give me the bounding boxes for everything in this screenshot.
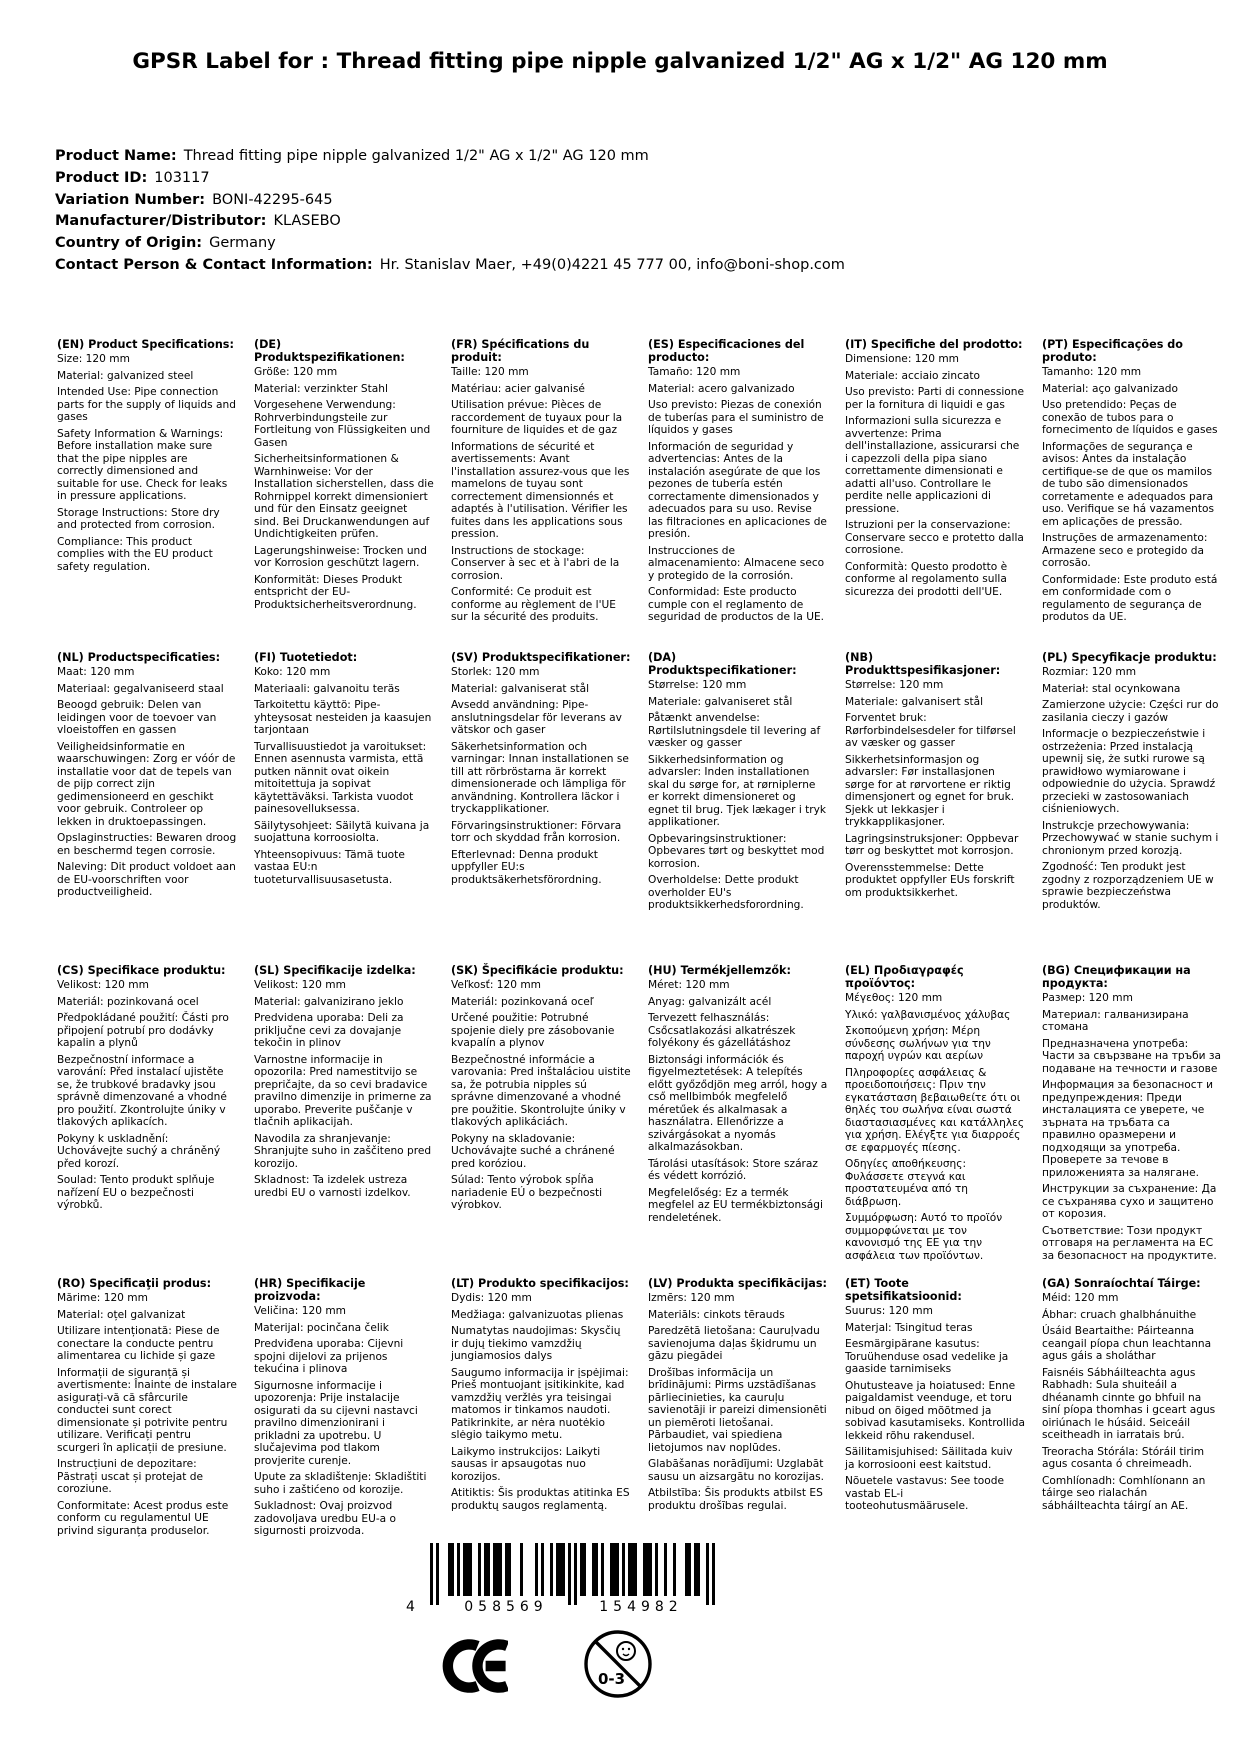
spec-block-el <box>845 964 1042 1277</box>
spec-paragraph: Tamanho: 120 mm <box>1042 366 1142 378</box>
spec-paragraph: Bezpečnostné informácie a varovania: Pred inštaláciou uistite sa, že potrubia nipples sú správne dimenzované a vhodné pre použitie. Skontrolujte úniky v tlakových aplikáciách. <box>451 1053 631 1128</box>
spec-paragraph: Eesmärgipärane kasutus: Toruühenduse osad vedelike ja gaaside tarnimiseks <box>845 1338 1009 1375</box>
spec-block-header: (PL) Specyfikacje produktu: <box>1042 651 1217 664</box>
field-label: Product Name: <box>55 148 177 164</box>
spec-paragraph: Drošības informācija un brīdinājumi: Pirms uzstādīšanas pārliecinieties, ka cauruļu savienotāji ir pareizi dimensionēti un piemēroti lietošanai. Pārbaudiet, vai spiediena lietojumos nav noplūdes. <box>648 1366 827 1454</box>
spec-block-nl <box>57 651 254 964</box>
spec-paragraph: Comhlíonadh: Comhlíonann an táirge seo rialachán sábháilteachta táirgí an AE. <box>1042 1474 1206 1512</box>
spec-paragraph: Materiał: stal ocynkowana <box>1042 682 1181 695</box>
field-value: Germany <box>209 235 276 252</box>
spec-paragraph: Naleving: Dit product voldoet aan de EU-voorschriften voor productveiligheid. <box>57 861 236 898</box>
spec-block-header: (ES) Especificaciones del producto: <box>648 338 805 364</box>
spec-paragraph: Материал: галванизирана стомана <box>1042 1008 1189 1033</box>
spec-paragraph: Sikkerhetsinformasjon og advarsler: Før installasjonen sørge for at rørvortene er riktig dimensjonert og egnet for bruk. Sjekk ut lekkasjer i trykkapplikasjoner. <box>845 753 1015 828</box>
spec-block-header: (NB) Produkttspesifikasjoner: <box>845 651 1001 677</box>
spec-paragraph: Съответствие: Този продукт отговаря на регламента на ЕС за безопасност на продуктите. <box>1042 1224 1217 1262</box>
spec-block-fr <box>451 338 648 651</box>
field-value: BONI-42295-645 <box>212 191 333 208</box>
spec-paragraph: Uso previsto: Parti di connessione per la fornitura di liquidi e gas <box>845 386 1024 411</box>
spec-paragraph: Säilitamisjuhised: Säilitada kuiv ja korrosiooni eest kaitstud. <box>845 1446 1013 1471</box>
spec-block-cs <box>57 964 254 1277</box>
spec-block-header: (SV) Produktspecifikationer: <box>451 651 631 664</box>
spec-paragraph: Ábhar: cruach ghalbhánuithe <box>1042 1308 1197 1321</box>
age-warning-text: 0-3 <box>598 1670 626 1688</box>
spec-paragraph: Materiale: acciaio zincato <box>845 369 981 382</box>
barcode-digit-first: 4 <box>406 1599 415 1615</box>
spec-paragraph: Sikkerhedsinformation og advarsler: Inden installationen skal du sørge for, at rørniplerne er korrekt dimensioneret og egnet til brug. Tjek lækager i tryk applikationer. <box>648 753 827 828</box>
product-info-row <box>55 233 845 255</box>
spec-paragraph: Turvallisuustiedot ja varoitukset: Ennen asennusta varmista, että putken nännit ovat oikein mitoitettuja ja sopivat käytettäväksi. Tarkista vuodot painesovelluksessa. <box>254 740 427 815</box>
field-label: Country of Origin: <box>55 235 203 252</box>
spec-block-header: (HU) Termékjellemzők: <box>648 964 791 977</box>
field-label: Product ID: <box>55 169 148 186</box>
spec-paragraph: Úsáid Beartaithe: Páirteanna ceangail píopa chun leachtanna agus gáis a sholáthar <box>1042 1325 1212 1362</box>
spec-paragraph: Tárolási utasítások: Store száraz és védett korrózió. <box>648 1157 818 1182</box>
spec-paragraph: Conformidad: Este producto cumple con el reglamento de seguridad de productos de la UE. <box>648 586 825 623</box>
spec-paragraph: Material: aço galvanizado <box>1042 382 1178 395</box>
spec-paragraph: Οδηγίες αποθήκευσης: Φυλάσσετε στεγνά και προστατευμένα από τη διάβρωση. <box>845 1158 968 1208</box>
spec-block-header: (LT) Produkto specifikacijos: <box>451 1277 629 1290</box>
spec-block-fi <box>254 651 451 964</box>
spec-paragraph: Velikost: 120 mm <box>254 979 346 991</box>
spec-paragraph: Intended Use: Pipe connection parts for the supply of liquids and gases <box>57 386 236 423</box>
spec-paragraph: Materiale: galvaniseret stål <box>648 695 793 708</box>
spec-paragraph: Informazioni sulla sicurezza e avvertenze: Prima dell'installazione, assicurarsi che i capezzoli della pipa siano correttamente dimensionati e adatti all'uso. Controllare le perdite nelle applicazioni di pressione. <box>845 415 1020 515</box>
spec-paragraph: Συμμόρφωση: Αυτό το προϊόν συμμορφώνεται με τον κανονισμό της ΕΕ για την ασφάλεια των προϊόντων. <box>845 1212 1003 1262</box>
spec-paragraph: Materijal: pocinčana čelik <box>254 1321 389 1334</box>
spec-block-header: (GA) Sonraíochtaí Táirge: <box>1042 1277 1201 1290</box>
spec-paragraph: Materjal: Tsingitud teras <box>845 1321 973 1334</box>
spec-block-header: (ET) Toote spetsifikatsioonid: <box>845 1277 962 1303</box>
spec-paragraph: Größe: 120 mm <box>254 366 338 378</box>
spec-block-header: (SK) Špecifikácie produktu: <box>451 964 624 977</box>
spec-paragraph: Anyag: galvanizált acél <box>648 995 772 1008</box>
spec-block-lv <box>648 1277 845 1542</box>
spec-paragraph: Ohutusteave ja hoiatused: Enne paigaldamist veenduge, et toru nibud on õiged mõõtmed ja sobivad kasutamiseks. Kontrollida lekkeid rõhu rakendusel. <box>845 1379 1025 1442</box>
spec-paragraph: Información de seguridad y advertencias: Antes de la instalación asegúrate de que los pezones de tubería estén correctamente dimensionados y adecuados para su uso. Revise las filtraciones en aplicaciones de presión. <box>648 440 827 540</box>
spec-block-header: (CS) Specifikace produktu: <box>57 964 226 977</box>
spec-block-header: (EL) Προδιαγραφές προϊόντος: <box>845 964 964 990</box>
spec-block-en <box>57 338 254 651</box>
spec-paragraph: Tarkoitettu käyttö: Pipe-yhteysosat nesteiden ja kaasujen tarjontaan <box>254 699 432 736</box>
spec-paragraph: Materiaali: galvanoitu teräs <box>254 682 400 695</box>
spec-paragraph: Paredzētā lietošana: Cauruļvadu savienojuma daļas šķidrumu un gāzu piegādei <box>648 1325 820 1362</box>
spec-paragraph: Velikost: 120 mm <box>57 979 149 991</box>
spec-block-sl <box>254 964 451 1277</box>
spec-paragraph: Förvaringsinstruktioner: Förvara torr och skyddad från korrosion. <box>451 819 622 844</box>
field-value: 103117 <box>154 169 210 186</box>
spec-paragraph: Veličina: 120 mm <box>254 1305 346 1317</box>
spec-paragraph: Tervezett felhasználás: Csőcsatlakozási alkatrészek folyékony és gázellátáshoz <box>648 1012 796 1049</box>
field-label: Contact Person & Contact Information: <box>55 256 373 273</box>
baby-face-icon <box>617 1642 635 1660</box>
spec-paragraph: Určené použitie: Potrubné spojenie diely pre zásobovanie kvapalín a plynov <box>451 1012 615 1049</box>
spec-paragraph: Tamaño: 120 mm <box>648 366 741 378</box>
spec-block-pt <box>1042 338 1239 651</box>
spec-paragraph: Πληροφορίες ασφάλειας & προειδοποιήσεις: Πριν την εγκατάσταση βεβαιωθείτε ότι οι θηλές του σωλήνα είναι σωστά διαστασιασμένες και κατάλληλες για χρήση. Ελέγξτε για διαρροές σε εφαρμογές πίεσης. <box>845 1066 1025 1154</box>
spec-block-nb <box>845 651 1042 964</box>
spec-block-da <box>648 651 845 964</box>
spec-paragraph: Instrukcje przechowywania: Przechowywać w stanie suchym i chronionym przed korozją. <box>1042 819 1219 857</box>
spec-paragraph: Säilytysohjeet: Säilytä kuivana ja suojattuna korroosiolta. <box>254 819 430 844</box>
spec-paragraph: Avsedd användning: Pipe-anslutningsdelar för leverans av vätskor och gaser <box>451 699 622 736</box>
spec-grid <box>57 338 1239 1542</box>
spec-paragraph: Faisnéis Sábháilteachta agus Rabhadh: Sula shuiteáil a dhéanamh cinnte go bhfuil na siní píopa thomhas i gceart agus oiriúnach le húsáid. Seiceáil sceitheadh in iarratais brú. <box>1042 1366 1216 1441</box>
barcode-icon <box>430 1543 715 1605</box>
spec-paragraph: Méid: 120 mm <box>1042 1292 1119 1304</box>
product-info-row <box>55 190 845 212</box>
spec-paragraph: Yhteensopivuus: Tämä tuote vastaa EU:n tuoteturvallisuusasetusta. <box>254 848 405 886</box>
spec-paragraph: Pokyny k uskladnění: Uchovávejte suchý a chráněný před korozí. <box>57 1132 221 1170</box>
spec-paragraph: Biztonsági információk és figyelmeztetések: A telepítés előtt győződjön meg arról, hogy a cső mellbimbók megfelelő méretűek és alkalmasak a használatra. Ellenőrizze a szivárgásokat a nyomás alkalmazásokban. <box>648 1053 828 1153</box>
spec-paragraph: Súlad: Tento výrobok spĺňa nariadenie EÚ o bezpečnosti výrobkov. <box>451 1174 603 1211</box>
barcode-digit-group-right: 154982 <box>599 1599 683 1615</box>
spec-paragraph: Material: verzinkter Stahl <box>254 382 388 395</box>
spec-paragraph: Materiál: pozinkovaná oceľ <box>451 995 594 1008</box>
spec-paragraph: Atbilstība: Šis produkts atbilst ES produktu drošības regulai. <box>648 1487 823 1512</box>
spec-paragraph: Bezpečnostní informace a varování: Před instalací ujistěte se, že trubkové bradavky jsou správně dimenzované a vhodné pro použití. Zkontrolujte úniky v tlakových aplikacích. <box>57 1053 227 1128</box>
spec-block-it <box>845 338 1042 651</box>
spec-paragraph: Rozmiar: 120 mm <box>1042 666 1137 678</box>
spec-paragraph: Konformität: Dieses Produkt entspricht der EU-Produktsicherheitsverordnung. <box>254 573 417 611</box>
spec-block-sv <box>451 651 648 964</box>
spec-paragraph: Overensstemmelse: Dette produktet oppfyller EUs forskrift om produktsikkerhet. <box>845 861 1015 899</box>
spec-paragraph: Sicherheitsinformationen & Warnhinweise: Vor der Installation sicherstellen, dass die Rohrnippel korrekt dimensioniert und für den Einsatz geeignet sind. Bei Druckanwendungen auf Undichtigkeiten prüfen. <box>254 453 434 540</box>
age-warning-icon <box>582 1628 654 1704</box>
spec-paragraph: Size: 120 mm <box>57 353 130 365</box>
page-title: GPSR Label for : Thread fitting pipe nipple galvanized 1/2" AG x 1/2" AG 120 mm <box>132 49 1108 74</box>
spec-block-header: (FR) Spécifications du produit: <box>451 338 590 364</box>
spec-paragraph: Sigurnosne informacije i upozorenja: Prije instalacije osigurati da su cijevni nastavci pravilno dimenzionirani i prikladni za upotrebu. U slučajevima pod tlakom provjerite curenje. <box>254 1379 418 1467</box>
spec-paragraph: Materiāls: cinkots tērauds <box>648 1308 785 1321</box>
spec-paragraph: Størrelse: 120 mm <box>648 679 747 691</box>
spec-block-sk <box>451 964 648 1277</box>
spec-paragraph: Dydis: 120 mm <box>451 1292 532 1304</box>
spec-paragraph: Informacje o bezpieczeństwie i ostrzeżenia: Przed instalacją upewnij się, że sutki rurowe są prawidłowo wymiarowane i odpowiednie do użycia. Sprawdź przecieki w zastosowaniach ciśnieniowych. <box>1042 728 1216 815</box>
spec-paragraph: Předpokládané použití: Části pro připojení potrubí pro dodávky kapalin a plynů <box>57 1012 229 1049</box>
spec-block-header: (DA) Produktspecifikationer: <box>648 651 797 677</box>
spec-paragraph: Saugumo informacija ir įspėjimai: Prieš montuojant įsitikinkite, kad vamzdžių veržlės yra teisingai matomos ir tinkamos naudoti. Patikrinkite, ar nėra nuotėkio slėgio taikymo metu. <box>451 1366 629 1441</box>
spec-paragraph: Информация за безопасност и предупреждения: Преди инсталацията се уверете, че зърната на тръбата са правилно оразмерени и подходящи за употреба. Проверете за течове в приложенията за налягане. <box>1042 1079 1213 1179</box>
spec-block-header: (LV) Produkta specifikācijas: <box>648 1277 827 1290</box>
field-value: Thread fitting pipe nipple galvanized 1/2" AG x 1/2" AG 120 mm <box>183 148 649 164</box>
spec-paragraph: Instructions de stockage: Conserver à sec et à l'abri de la corrosion. <box>451 544 620 582</box>
spec-block-ro <box>57 1277 254 1542</box>
spec-paragraph: Storage Instructions: Store dry and protected from corrosion. <box>57 506 220 531</box>
spec-paragraph: Conformitate: Acest produs este conform cu regulamentul UE privind siguranța produselor. <box>57 1499 229 1537</box>
spec-paragraph: Megfelelőség: Ez a termék megfelel az EU termékbiztonsági rendeletének. <box>648 1186 823 1224</box>
ce-mark-icon <box>428 1638 508 1698</box>
spec-paragraph: Material: acero galvanizado <box>648 382 795 395</box>
spec-paragraph: Izmērs: 120 mm <box>648 1292 735 1304</box>
spec-paragraph: Υλικό: γαλβανισμένος χάλυβας <box>845 1008 1011 1021</box>
spec-paragraph: Beoogd gebruik: Delen van leidingen voor de toevoer van vloeistoffen en gassen <box>57 699 217 736</box>
product-info-row <box>55 146 845 168</box>
product-info-row <box>55 211 845 233</box>
spec-paragraph: Overholdelse: Dette produkt overholder EU's produktsikkerhedsforordning. <box>648 874 804 911</box>
spec-block-header: (IT) Specifiche del prodotto: <box>845 338 1023 351</box>
spec-paragraph: Pokyny na skladovanie: Uchovávajte suché a chránené pred koróziou. <box>451 1132 615 1170</box>
spec-block-header: (SL) Specifikacije izdelka: <box>254 964 416 977</box>
spec-paragraph: Sukladnost: Ovaj proizvod zadovoljava uredbu EU-a o sigurnosti proizvoda. <box>254 1500 397 1537</box>
spec-paragraph: Påtænkt anvendelse: Rørtilslutningsdele til levering af væsker og gasser <box>648 712 821 749</box>
spec-block-header: (DE) Produktspezifikationen: <box>254 338 405 364</box>
spec-paragraph: Instruções de armazenamento: Armazene seco e protegido da corrosão. <box>1042 532 1208 569</box>
spec-paragraph: Mărime: 120 mm <box>57 1292 148 1304</box>
spec-block-ga <box>1042 1277 1239 1542</box>
spec-paragraph: Utilisation prévue: Pièces de raccordement de tuyaux pour la fourniture de liquides et de gaz <box>451 399 623 436</box>
spec-block-header: (EN) Product Specifications: <box>57 338 234 351</box>
spec-paragraph: Zgodność: Ten produkt jest zgodny z rozporządzeniem UE w sprawie bezpieczeństwa produktów. <box>1042 861 1214 911</box>
spec-paragraph: Matériau: acier galvanisé <box>451 382 585 395</box>
spec-paragraph: Μέγεθος: 120 mm <box>845 992 943 1004</box>
spec-paragraph: Taille: 120 mm <box>451 366 529 378</box>
spec-paragraph: Instrucciones de almacenamiento: Almacene seco y protegido de la corrosión. <box>648 544 825 582</box>
field-label: Manufacturer/Distributor: <box>55 213 267 230</box>
spec-paragraph: Material: galvanizirano jeklo <box>254 995 404 1008</box>
spec-paragraph: Suurus: 120 mm <box>845 1305 933 1317</box>
spec-paragraph: Veiligheidsinformatie en waarschuwingen: Zorg er vóór de installatie voor dat de tepels van de pijp correct zijn gedimensioneerd en geschikt voor gebruik. Controleer op lekken in druktoepassingen. <box>57 740 236 828</box>
spec-block-de <box>254 338 451 651</box>
spec-paragraph: Materiale: galvanisert stål <box>845 695 984 708</box>
spec-paragraph: Conformità: Questo prodotto è conforme al regolamento sulla sicurezza dei prodotti dell'UE. <box>845 560 1008 598</box>
spec-paragraph: Uso previsto: Piezas de conexión de tuberías para el suministro de líquidos y gases <box>648 399 824 436</box>
spec-paragraph: Forventet bruk: Rørforbindelsesdeler for tilførsel av væsker og gasser <box>845 712 1016 749</box>
spec-block-lt <box>451 1277 648 1542</box>
spec-block-hu <box>648 964 845 1277</box>
spec-paragraph: Glabāšanas norādījumi: Uzglabāt sausu un aizsargātu no korozijas. <box>648 1458 824 1483</box>
spec-paragraph: Veľkosť: 120 mm <box>451 979 541 991</box>
spec-paragraph: Lagerungshinweise: Trocken und vor Korrosion geschützt lagern. <box>254 544 427 569</box>
spec-block-header: (HR) Specifikacije proizvoda: <box>254 1277 366 1303</box>
spec-paragraph: Storlek: 120 mm <box>451 666 540 678</box>
spec-paragraph: Lagringsinstruksjoner: Oppbevar tørr og beskyttet mot korrosjon. <box>845 832 1019 857</box>
spec-paragraph: Vorgesehene Verwendung: Rohrverbindungsteile zur Fortleitung von Flüssigkeiten und Gasen <box>254 399 431 449</box>
spec-paragraph: Uso pretendido: Peças de conexão de tubos para o fornecimento de líquidos e gases <box>1042 399 1218 436</box>
spec-paragraph: Σκοπούμενη χρήση: Μέρη σύνδεσης σωλήνων για την παροχή υγρών και αερίων <box>845 1025 991 1062</box>
spec-paragraph: Maat: 120 mm <box>57 666 135 678</box>
spec-paragraph: Materiál: pozinkovaná ocel <box>57 995 199 1008</box>
spec-block-es <box>648 338 845 651</box>
spec-paragraph: Atitiktis: Šis produktas atitinka ES produktų saugos reglamentą. <box>451 1487 630 1512</box>
spec-paragraph: Medžiaga: galvanizuotas plienas <box>451 1308 624 1321</box>
product-info-row <box>55 168 845 190</box>
spec-paragraph: Conformidade: Este produto está em conformidade com o regulamento de segurança de produtos da UE. <box>1042 573 1218 623</box>
spec-paragraph: Nõuetele vastavus: See toode vastab EL-i tooteohutusmäärusele. <box>845 1475 1004 1512</box>
spec-paragraph: Opslaginstructies: Bewaren droog en beschermd tegen corrosie. <box>57 832 237 857</box>
field-value: Hr. Stanislav Maer, +49(0)4221 45 777 00, info@boni-shop.com <box>379 256 845 273</box>
spec-paragraph: Instrucțiuni de depozitare: Păstrați uscat și protejat de coroziune. <box>57 1458 203 1495</box>
ean-barcode <box>406 1543 715 1623</box>
spec-paragraph: Размер: 120 mm <box>1042 992 1133 1004</box>
spec-paragraph: Predviđena uporaba: Cijevni spojni dijelovi za prijenos tekućina i plinova <box>254 1338 404 1375</box>
spec-paragraph: Material: oțel galvanizat <box>57 1308 186 1321</box>
spec-block-hr <box>254 1277 451 1542</box>
spec-paragraph: Numatytas naudojimas: Skysčių ir dujų tiekimo vamzdžių jungiamosios dalys <box>451 1325 621 1362</box>
spec-paragraph: Materiaal: gegalvaniseerd staal <box>57 682 224 695</box>
product-info <box>55 146 845 277</box>
spec-block-pl <box>1042 651 1239 964</box>
spec-paragraph: Предназначена употреба: Части за свързване на тръби за подаване на течности и газове <box>1042 1037 1222 1075</box>
spec-paragraph: Laikymo instrukcijos: Laikyti sausas ir apsaugotas nuo korozijos. <box>451 1445 601 1483</box>
spec-paragraph: Conformité: Ce produit est conforme au règlement de l'UE sur la sécurité des produits. <box>451 586 616 623</box>
field-value: KLASEBO <box>273 213 341 230</box>
spec-paragraph: Soulad: Tento produkt splňuje nařízení EU o bezpečnosti výrobků. <box>57 1174 215 1211</box>
spec-paragraph: Informations de sécurité et avertissements: Avant l'installation assurez-vous que les mamelons de tuyau sont correctement dimensionnés et adaptés à l'utilisation. Vérifier les fuites dans les applications sous pression. <box>451 440 630 540</box>
spec-paragraph: Säkerhetsinformation och varningar: Innan installationen se till att rörbröstarna är korrekt dimensionerade och lämpliga för användning. Kontrollera läckor i tryckapplikationer. <box>451 740 629 815</box>
spec-paragraph: Material: galvanized steel <box>57 369 194 382</box>
spec-block-bg <box>1042 964 1239 1277</box>
spec-paragraph: Varnostne informacije in opozorila: Pred namestitvijo se prepričajte, da so cevi bradavice pravilno dimenzije in primerne za uporabo. Preverite puščanje v tlačnih aplikacijah. <box>254 1053 432 1128</box>
spec-paragraph: Koko: 120 mm <box>254 666 331 678</box>
spec-block-header: (PT) Especificações do produto: <box>1042 338 1183 364</box>
spec-paragraph: Skladnost: Ta izdelek ustreza uredbi EU o varnosti izdelkov. <box>254 1174 411 1199</box>
spec-paragraph: Safety Information & Warnings: Before installation make sure that the pipe nipples are correctly dimensioned and suitable for use. Check for leaks in pressure applications. <box>57 427 228 502</box>
spec-block-header: (FI) Tuotetiedot: <box>254 651 358 664</box>
spec-paragraph: Utilizare intenționată: Piese de conectare la conducte pentru alimentarea cu lichide și gaze <box>57 1325 220 1362</box>
spec-block-header: (RO) Specificaţii produs: <box>57 1277 212 1290</box>
spec-paragraph: Méret: 120 mm <box>648 979 730 991</box>
spec-paragraph: Treoracha Stórála: Stóráil tirim agus cosanta ó chreimeadh. <box>1042 1445 1205 1470</box>
spec-paragraph: Zamierzone użycie: Części rur do zasilania cieczy i gazów <box>1042 699 1219 724</box>
spec-block-header: (NL) Productspecificaties: <box>57 651 221 664</box>
spec-paragraph: Material: galvaniserat stål <box>451 682 590 695</box>
spec-paragraph: Informații de siguranță și avertismente: Înainte de instalare asigurați-vă că sfârcurile conductei sunt corect dimensionate și potrivite pentru utilizare. Verificați pentru scurgeri în aplicații de presiune. <box>57 1366 237 1454</box>
spec-paragraph: Opbevaringsinstruktioner: Opbevares tørt og beskyttet mod korrosion. <box>648 832 825 870</box>
spec-block-header: (BG) Спецификации на продукта: <box>1042 964 1191 990</box>
spec-paragraph: Informações de segurança e avisos: Antes da instalação certifique-se de que os mamilos de tubo são dimensionados corretamente e adequados para uso. Verifique se há vazamentos em aplicações de pressão. <box>1042 440 1214 528</box>
spec-paragraph: Efterlevnad: Denna produkt uppfyller EU:s produktsäkerhetsförordning. <box>451 848 602 886</box>
spec-paragraph: Størrelse: 120 mm <box>845 679 944 691</box>
spec-paragraph: Dimensione: 120 mm <box>845 353 959 365</box>
spec-paragraph: Upute za skladištenje: Skladištiti suho i zaštićeno od korozije. <box>254 1471 427 1496</box>
product-info-row <box>55 255 845 277</box>
barcode-digit-group-left: 058569 <box>464 1599 548 1615</box>
spec-block-et <box>845 1277 1042 1542</box>
spec-paragraph: Navodila za shranjevanje: Shranjujte suho in zaščiteno pred korozijo. <box>254 1132 432 1170</box>
field-label: Variation Number: <box>55 191 206 208</box>
spec-paragraph: Predvidena uporaba: Deli za priključne cevi za dovajanje tekočin in plinov <box>254 1012 404 1049</box>
spec-paragraph: Инструкции за съхранение: Да се съхранява сухо и защитено от корозия. <box>1042 1183 1217 1220</box>
spec-paragraph: Compliance: This product complies with the EU product safety regulation. <box>57 535 213 573</box>
spec-paragraph: Istruzioni per la conservazione: Conservare secco e protetto dalla corrosione. <box>845 519 1024 556</box>
